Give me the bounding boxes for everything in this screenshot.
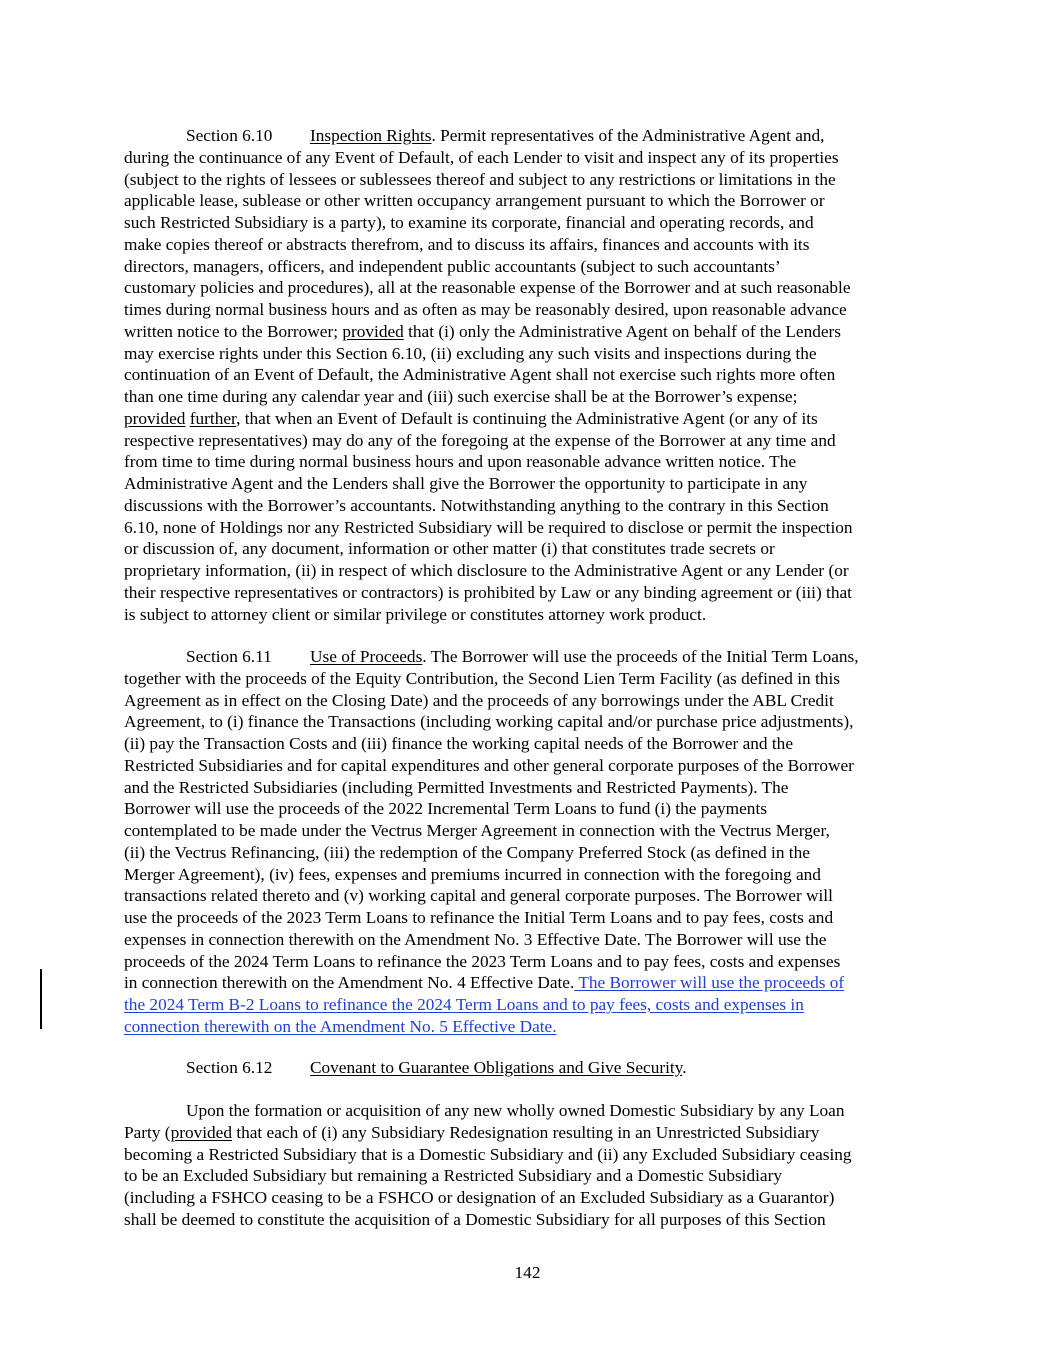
section-number: Section 6.10 xyxy=(186,126,273,145)
change-bar xyxy=(40,969,42,1029)
defined-term-provided: provided xyxy=(170,1122,232,1142)
section-title: Use of Proceeds xyxy=(310,647,423,666)
inserted-text: connection therewith on the Amendment No. 5 Effective Date. xyxy=(124,1016,557,1036)
defined-term-provided: provided xyxy=(124,408,186,428)
section-title: Covenant to Guarantee Obligations and Give Security xyxy=(310,1058,683,1077)
page-number: 142 xyxy=(514,1263,541,1282)
section-6-12-body: Upon the formation or acquisition of any new wholly owned Domestic Subsidiary by any Loan Party (provided that each of (i) any Subsidiary Redesignation resulting in an Unrestricted Subsidiary becoming a Restricted Subsidiary that is a Domestic Subsidiary and (ii) any Excluded Subsidiary ceasing to be an Excluded Subsidiary but remaining a Restricted Subsidiary and a Domestic Subsidiary (including a FSHCO ceasing to be a FSHCO or designation of an Excluded Subsidiary as a Guarantor) shall be deemed to constitute the acquisition of a Domestic Subsidiary for all purposes of this Section xyxy=(124,1101,852,1229)
section-6-11: Section 6.11 Use of Proceeds. The Borrower will use the proceeds of the Initial Term Loans, together with the proceeds of the Equity Contribution, the Second Lien Term Facility (as defined in this Agreement as in effect on the Closing Date) and the proceeds of any borrowings under the ABL Credit Agreement, to (i) finance the Transactions (including working capital and/or purchase price adjustments), (ii) pay the Transaction Costs and (iii) finance the working capital needs of the Borrower and the Restricted Subsidiaries and for capital expenditures and other general corporate purposes of the Borrower and the Restricted Subsidiaries (including Permitted Investments and Restricted Payments). The Borrower will use the proceeds of the 2022 Incremental Term Loans to fund (i) the payments contemplated to be made under the Vectrus Merger Agreement in connection with the Vectrus Merger, (ii) the Vectrus Refinancing, (iii) the redemption of the Company Preferred Stock (as defined in the Merger Agreement), (iv) fees, expenses and premiums incurred in connection with the foregoing and transactions related thereto and (v) working capital and general corporate purposes. The Borrower will use the proceeds of the 2023 Term Loans to refinance the Initial Term Loans and to pay fees, costs and expenses in connection therewith on the Amendment No. 3 Effective Date. The Borrower will use the proceeds of the 2024 Term Loans to refinance the 2023 Term Loans and to pay fees, costs and expenses in connection therewith on the Amendment No. 4 Effective Date. The Borrower will use the proceeds of the 2024 Term B-2 Loans to refinance the 2024 Term Loans and to pay fees, costs and expenses in connection therewith on the Amendment No. 5 Effective Date. xyxy=(124,646,936,1038)
inserted-text: the 2024 Term B-2 Loans to refinance the 2024 Term Loans and to pay fees, costs and expenses in xyxy=(124,995,804,1014)
section-6-12-heading: Section 6.12 Covenant to Guarantee Obligations and Give Security. xyxy=(186,1058,687,1077)
defined-term-further: further xyxy=(189,408,237,428)
section-title: Inspection Rights xyxy=(310,126,432,145)
inserted-text: The Borrower will use the proceeds of xyxy=(574,973,845,993)
section-number: Section 6.12 xyxy=(186,1058,273,1077)
defined-term-provided: provided xyxy=(342,321,404,341)
section-number: Section 6.11 xyxy=(186,647,272,666)
section-6-10: Section 6.10 Inspection Rights. Permit representatives of the Administrative Agent and, during the continuance of any Event of Default, of each Lender to visit and inspect any of its properties (subject to the rights of lessees or sublessees thereof and subject to any restrictions or limitations in the applicable lease, sublease or other written occupancy arrangement pursuant to which the Borrower or such Restricted Subsidiary is a party), to examine its corporate, financial and operating records, and make copies thereof or abstracts therefrom, and to discuss its affairs, finances and accounts with its directors, managers, officers, and independent public accountants (subject to such accountants’ customary policies and procedures), all at the reasonable expense of the Borrower and at such reasonable times during normal business hours and as often as may be reasonably desired, upon reasonable advance written notice to the Borrower; provided that (i) only the Administrative Agent on behalf of the Lenders may exercise rights under this Section 6.10, (ii) excluding any such visits and inspections during the continuation of an Event of Default, the Administrative Agent shall not exercise such rights more often than one time during any calendar year and (iii) such exercise shall be at the Borrower’s expense; provided further, that when an Event of Default is continuing the Administrative Agent (or any of its respective representatives) may do any of the foregoing at the expense of the Borrower at any time and from time to time during normal business hours and upon reasonable advance written notice. The Administrative Agent and the Lenders shall give the Borrower the opportunity to participate in any discussions with the Borrower’s accountants. Notwithstanding anything to the contrary in this Section 6.10, none of Holdings nor any Restricted Subsidiary will be required to disclose or permit the inspection or discussion of, any document, information or other matter (i) that constitutes trade secrets or proprietary information, (ii) in respect of which disclosure to the Administrative Agent or any Lender (or their respective representatives or contractors) is prohibited by Law or any binding agreement or (iii) that is subject to attorney client or similar privilege or constitutes attorney work product. xyxy=(124,126,853,624)
